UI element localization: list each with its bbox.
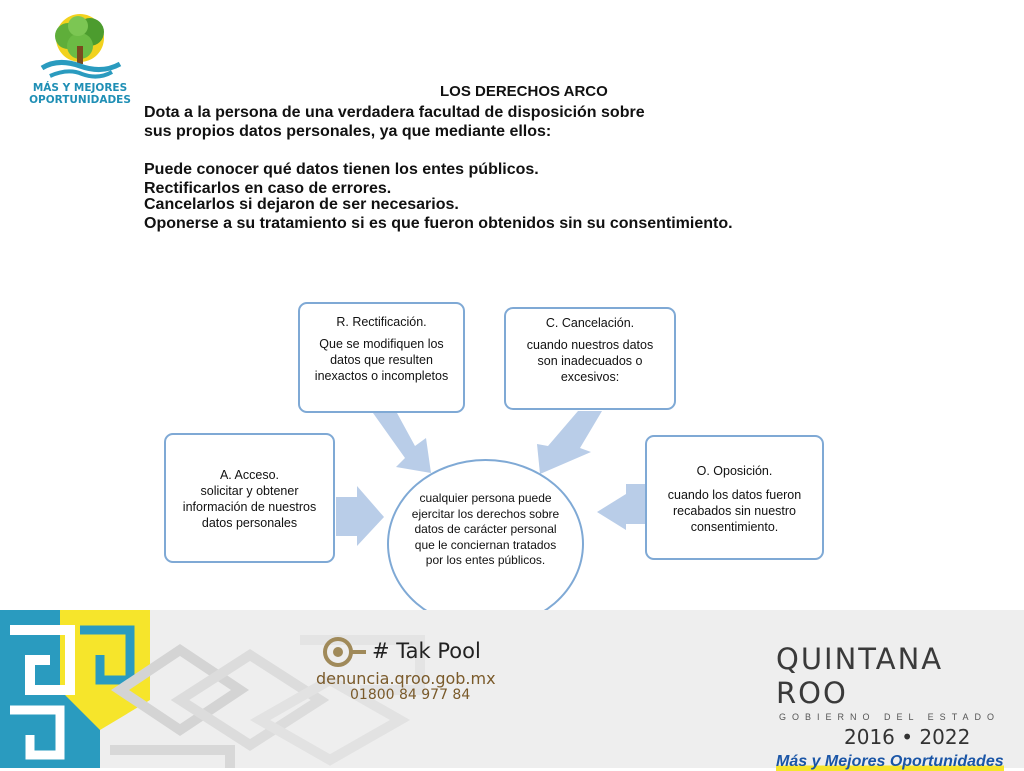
oposicion-title: O. Oposición. [696, 464, 773, 478]
center-circle [387, 459, 584, 629]
government-label: GOBIERNO DEL ESTADO [779, 712, 1001, 722]
box-rectificacion [298, 302, 465, 413]
center-text: cualquier persona puede ejercitar los derechos sobre datos de carácter personal que le conciernan tratados por los entes públicos. [411, 491, 560, 567]
bullet-oponerse: Oponerse a su tratamiento si es que fueron obtenidos sin su consentimiento. [144, 215, 733, 232]
cancelacion-title: C. Cancelación. [545, 316, 635, 330]
intro-line-1: Dota a la persona de una verdadera facultad de disposición sobre [144, 104, 645, 121]
logo-line-1: MÁS Y MEJORES [32, 82, 128, 94]
arrow-from-rectificacion [373, 413, 431, 473]
page-title: LOS DERECHOS ARCO [440, 83, 608, 100]
intro-line-2: sus propios datos personales, ya que mediante ellos: [144, 123, 552, 140]
box-cancelacion [504, 307, 676, 410]
term-years: 2016 • 2022 [844, 725, 971, 749]
box-oposicion [645, 435, 824, 560]
denuncia-site: denuncia.qroo.gob.mx [316, 669, 496, 688]
arrow-from-oposicion [597, 484, 645, 530]
slogan: Más y Mejores Oportunidades [776, 753, 1004, 770]
logo-line-2: OPORTUNIDADES [29, 94, 131, 106]
box-acceso [164, 433, 335, 563]
rectificacion-text: Que se modifiquen los datos que resulten inexactos o incompletos [314, 337, 449, 383]
bullet-rectificar: Rectificarlos en caso de errores. [144, 180, 392, 197]
cancelacion-text: cuando nuestros datos son inadecuados o excesivos: [526, 338, 654, 384]
tak-pool-badge [316, 635, 506, 705]
hashtag-text: # Tak Pool [372, 639, 481, 663]
phone-number: 01800 84 977 84 [350, 687, 471, 703]
state-name: QUINTANA ROO [776, 642, 944, 710]
rectificacion-title: R. Rectificación. [336, 315, 427, 329]
arrow-from-acceso [336, 486, 384, 546]
quintana-roo-logo [776, 642, 1016, 771]
bullet-conocer: Puede conocer qué datos tienen los entes públicos. [144, 161, 539, 178]
oposicion-text: cuando los datos fueron recabados sin nuestro consentimiento. [667, 488, 802, 534]
acceso-text: solicitar y obtener información de nuestros datos personales [182, 484, 317, 530]
acceso-title: A. Acceso. [219, 468, 280, 482]
arrow-from-cancelacion [537, 411, 602, 474]
mayan-glyph-icon [316, 635, 368, 669]
bullet-cancelar: Cancelarlos si dejaron de ser necesarios. [144, 196, 459, 213]
